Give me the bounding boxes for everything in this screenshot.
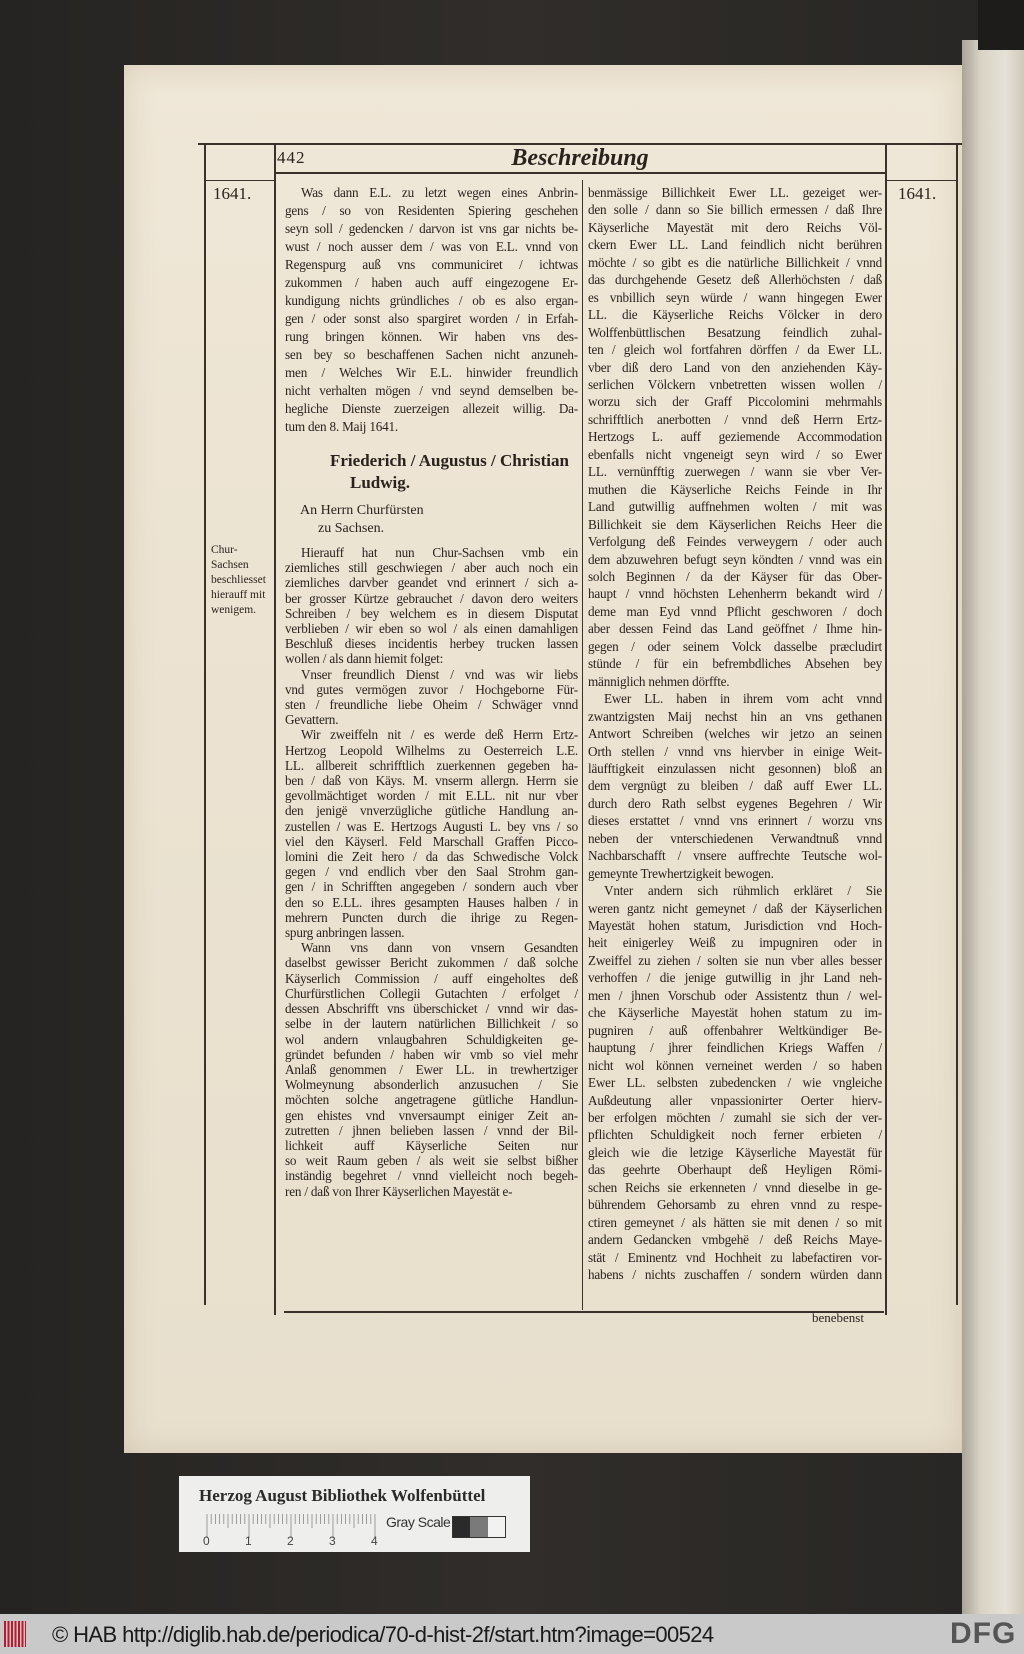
- signatories: [330, 450, 580, 494]
- left-column-line: hegliche Dienste zuerzeigen allezeit willig. Da-: [285, 401, 578, 416]
- hab-logo-icon: [4, 1621, 26, 1647]
- left-column-line: selbe in der lautern natürlichen Billichkeit / so: [285, 1016, 578, 1032]
- right-column-line: durch dero Rath selbst eygenes Begehren / Wir: [588, 795, 882, 811]
- right-column-line: das durchgehende Gesetz deß Allerhöchsten / daß: [588, 272, 882, 288]
- right-column-line: Käyserliche Mayestät mit dero Reichs Völ-: [588, 219, 882, 235]
- scanner-corner: [978, 0, 1024, 50]
- right-column-line: stünde / für ein befrembdliches Absehen bey: [588, 656, 882, 672]
- margin-note-line: hierauff mit: [211, 589, 266, 601]
- right-column-line: haupt / vnnd höchsten Lehenherrn bekandt wird /: [588, 586, 882, 602]
- gray-scale-swatches: [452, 1516, 506, 1538]
- address-line-2: zu Sachsen.: [318, 521, 385, 536]
- frame-left-outer: [204, 145, 206, 1305]
- right-column-line: Mayestät hohen statum, Jurisdiction vnd Hoch-: [588, 918, 882, 934]
- right-column-line: pugniren / auß offenbahrer Weltkündiger Be-: [588, 1022, 882, 1038]
- right-column-line: Wolffenbüttlischen Besatzung feindlich zuhal-: [588, 324, 882, 340]
- frame-left-inner: [274, 145, 276, 1315]
- right-column-line: Ewer LL. haben in ihrem vom acht vnnd: [604, 691, 882, 707]
- right-column-line: habens / nichts zuschaffen / sondern würden dann: [588, 1267, 882, 1283]
- right-column-line: weren gantz nicht gemeynet / daß der Käyserlichen: [588, 900, 882, 916]
- right-column-line: stät / Eminentz vnd Hochheit zu labefactiren vor-: [588, 1249, 882, 1265]
- right-column-line: heit einigerley Weiß zu impugniren oder in: [588, 935, 882, 951]
- address-line-1: An Herrn Churfürsten: [300, 503, 424, 518]
- right-column-line: Hertzogs L. auff geziemende Accommodation: [588, 429, 882, 445]
- left-column-line: gegen / vnd endlich vber den Saal Strohm gan-: [285, 864, 578, 880]
- right-column-line: nicht wol können verneinet werden / so haben: [588, 1057, 882, 1073]
- left-column-line: zutretten / jhnen belieben lassen / vnnd der Bil-: [285, 1122, 578, 1138]
- left-column-line: den jenigë vnverzügliche gütliche Handlung an-: [285, 803, 578, 819]
- gray-swatch: [488, 1517, 505, 1537]
- left-column-line: sen bey so beschaffenen Sachen nicht anzuneh-: [285, 347, 578, 362]
- left-column-line: Anlaß genommen / Ewer LL. in trewhertziger: [285, 1061, 578, 1077]
- left-column-line: kundigung nichts gründliches / ob es also ergan-: [285, 293, 578, 308]
- margin-note-line: wenigem.: [211, 604, 257, 616]
- right-column-line: solch Beginnen / da der Käyser für das Ober-: [588, 568, 882, 584]
- right-column-line: LL. die Käyserliche Reichs Völcker in dero: [588, 307, 882, 323]
- left-column-line: viel den Käyserl. Feld Marschall Graffen Picco-: [285, 833, 578, 849]
- address: [300, 502, 424, 538]
- margin-note: [211, 543, 266, 618]
- right-column-line: deme man Eyd vnnd Pflicht geschworen / doch: [588, 603, 882, 619]
- right-column-line: gleich wie die letzige Käyserliche Mayestät für: [588, 1144, 882, 1160]
- left-column-line: gen / in Schrifften angegeben / sondern auch vber: [285, 879, 578, 895]
- left-column-line: sten / freundliche liebe Oheim / Schwäger vnnd: [285, 697, 578, 713]
- right-column-line: benmässige Billichkeit Ewer LL. gezeiget wer-: [588, 185, 882, 200]
- right-column-line: es vnbillich seyn würde / wann hingegen Ewer: [588, 289, 882, 305]
- left-column-line: daselbst gewisser Bericht zukommen / daß solche: [285, 955, 578, 971]
- ruler-label: 4: [371, 1534, 378, 1548]
- right-column-line: muthen die Käyserliche Reichs Feinde in Ihr: [588, 481, 882, 497]
- right-column-line: schen Reichs sie erkenneten / vnnd dieselbe in ge-: [588, 1179, 882, 1195]
- right-column-line: den solle / dann so Sie billich ermessen / daß Ihre: [588, 202, 882, 218]
- right-column-line: dem abzuwehren befugt seyn köndten / vnnd was ein: [588, 551, 882, 567]
- right-column-line: pflichten Schuldigkeit noch ferner erbieten /: [588, 1127, 882, 1143]
- ruler-label: 2: [287, 1534, 294, 1548]
- footer-bar: [0, 1614, 1024, 1654]
- left-column-block-1: [285, 184, 578, 436]
- right-column-line: das geehrte Oberhaupt deß Heyligen Römi-: [588, 1162, 882, 1178]
- left-column-line: ziemliches still geschwiegen / aber auch noch ein: [285, 560, 578, 576]
- left-column-line: wol andern vnlaugbahren Schuldigkeiten ge-: [285, 1031, 578, 1047]
- right-column-line: gemeynte Trewhertzigkeit bewogen.: [588, 865, 774, 881]
- left-column-line: wollen / als dann hiemit folget:: [285, 651, 444, 667]
- right-column-line: Zweiffel zu ziehen / solten sie nun vber alles besser: [588, 952, 882, 968]
- right-column-line: neben der vnterschiedenen Verwandtnuß vnnd: [588, 830, 882, 846]
- right-column-line: Außdeutung aller vnpassionirter Oerter hierv-: [588, 1092, 882, 1108]
- left-column-line: gens / so von Residenten Spiering geschehen: [285, 203, 578, 218]
- right-column-line: hauptung / jhrer feindlichen Kriegs Waffen /: [588, 1040, 882, 1056]
- right-column-line: Ewer LL. selbsten zubedencken / wie vngleiche: [588, 1075, 882, 1091]
- right-column-line: möchte / so gibt es die natürliche Billichkeit / vnnd: [588, 254, 882, 270]
- ruler-label: 3: [329, 1534, 336, 1548]
- left-column-line: Beschluß dieses incidentis herbey trucken lassen: [285, 636, 578, 652]
- left-column-line: zustellen / was E. Hertzogs Augusti L. bey vns / so: [285, 818, 578, 834]
- right-column-line: serlichen Völckern vnbetretten wissen wollen /: [588, 376, 882, 392]
- ruler-label: 0: [203, 1534, 210, 1548]
- left-column-line: zukommen / haben auch auff eingezogene Er-: [285, 275, 578, 290]
- left-column-line: gen / oder sonst also spargiret worden / in Erfah-: [285, 311, 578, 326]
- margin-rule-left: [206, 180, 274, 181]
- signatories-line-1: Friederich / Augustus / Christian: [330, 451, 569, 470]
- right-column-line: Antwort Schreiben (welches wir jetzo an seinen: [588, 726, 882, 742]
- right-column-line: Orth stellen / vnnd vns hiervber in einige Weit-: [588, 743, 882, 759]
- left-column-line: dessen Abschrifft vns überschicket / vnnd wir das-: [285, 1001, 578, 1017]
- left-column-line: Gevattern.: [285, 712, 339, 728]
- right-column-line: LL. vernünfftig zuerwegen / wann sie vber Ver-: [588, 464, 882, 480]
- right-column-line: zwantzigsten Maij nechst hin an vns gethanen: [588, 708, 882, 724]
- left-column-line: Wolmeynung absonderlich anzusuchen / Sie: [285, 1077, 578, 1093]
- left-column-line: ziemliches darvber geandet vnd erinnert / sich a-: [285, 575, 578, 591]
- right-column-line: ebenfalls nicht vngeneigt seyn wird / so Ewer: [588, 446, 882, 462]
- left-column-line: gevollmächtiget worden / mit E.LL. nit nur vber: [285, 788, 578, 804]
- left-column-line: Vnser freundlich Dienst / vnd was wir liebs: [301, 666, 578, 682]
- right-column-line: Vnter andern sich rühmlich erkläret / Sie: [604, 883, 882, 899]
- frame-right-outer: [956, 145, 958, 1305]
- right-column-line: worzu sich der Graff Piccolomini mehrmahls: [588, 394, 882, 410]
- right-column-line: schrifftlich anerbotten / vnnd deß Herrn Ertz-: [588, 411, 882, 427]
- left-column-line: lichkeit auff Käyserliche Seiten nur: [285, 1137, 578, 1153]
- right-column-line: läufftigkeit einzulassen nicht gesonnen) bloß an: [588, 760, 882, 776]
- left-column-line: so weit Raum geben / als weit sie selbst bißher: [285, 1153, 578, 1169]
- left-column-line: Hierauff hat nun Chur-Sachsen vmb ein: [301, 545, 578, 560]
- next-page-edge: [962, 40, 1024, 1614]
- year-right: 1641.: [898, 184, 937, 203]
- right-column-line: aber dessen Feind das Land geöffnet / Ihme hin-: [588, 621, 882, 637]
- right-column-line: Billichkeit sie dem Käyserlichen Reichs Heer die: [588, 516, 882, 532]
- left-column-line: ren / daß von Ihrer Käyserlichen Mayestät e-: [285, 1183, 513, 1199]
- right-column-line: dieses erstattet / vnnd vns erinnert / worzu vns: [588, 813, 882, 829]
- copyright-link[interactable]: © HAB http://diglib.hab.de/periodica/70-d-hist-2f/start.htm?image=00524: [52, 1622, 714, 1647]
- right-column-line: che Käyserliche Mayestät hohen statum zu im-: [588, 1005, 882, 1021]
- left-column-line: den so E.LL. ihres gesampten Hauses halben / in: [285, 894, 578, 910]
- frame-bottom-rule: [284, 1311, 884, 1313]
- catchword: benebenst: [812, 1310, 864, 1325]
- right-column-line: Verfolgung deß Feindes verweygern / oder auch: [588, 534, 882, 550]
- frame-right-inner: [885, 145, 887, 1315]
- left-column-line: nicht verhalten mögen / vnd seynd demselben be-: [285, 383, 578, 398]
- left-column-line: wust / noch ausser dem / was von E.L. vnnd von: [285, 239, 578, 254]
- gray-swatch: [470, 1517, 487, 1537]
- right-column-line: Nachbarschafft / vnsere auffrechte Teutsche wol-: [588, 848, 882, 864]
- right-column-line: ctiren gemeynet / als hätten sie mit denen / so mit: [588, 1214, 882, 1230]
- left-column-line: seyn soll / gedencken / darvon ist vns gar nichts be-: [285, 221, 578, 236]
- ruler-label: 1: [245, 1534, 252, 1548]
- left-column-line: Schreiben / bey welchem es in diesem Disputat: [285, 605, 578, 621]
- left-column-line: Regenspurg auß vns communiciret / ichtwas: [285, 257, 578, 272]
- right-column-line: ber erfolgen möchten / zumahl sie sich der ver-: [588, 1110, 882, 1126]
- left-column-line: tum den 8. Maij 1641.: [285, 419, 399, 434]
- margin-note-line: Sachsen: [211, 559, 249, 571]
- right-column-line: andern Gedancken vmbgehë / deß Reichs Maye-: [588, 1232, 882, 1248]
- left-column-line: Käyserlich Commission / auff eingeholtes deß: [285, 970, 578, 986]
- right-column-line: bührendem Gehorsamb zu ehren vnnd zu respe-: [588, 1197, 882, 1213]
- left-column-line: möchten solche angetragene gütliche Handlun-: [285, 1092, 578, 1108]
- page-number: 442: [277, 148, 306, 167]
- left-column-line: Churfürstlichen Collegii Gutachten / erfolget /: [285, 985, 578, 1001]
- left-column-line: LL. allbereit schrifftlich zuerkennen gegeben ha-: [285, 757, 578, 773]
- right-column: [588, 184, 882, 1284]
- right-column-line: gegen / oder seinem Volck dasselbe præcludirt: [588, 638, 882, 654]
- right-column-line: Land gutwillig auffnehmen wolten / mit was: [588, 499, 882, 515]
- left-column-line: ben / daß von Käys. M. vnserm allergn. Herrn sie: [285, 773, 578, 789]
- library-label: [179, 1476, 530, 1552]
- left-column-line: verblieben / wir eben so wol / als einen damahligen: [285, 621, 578, 637]
- left-column-line: Hertzog Leopold Wilhelms zu Oesterreich L.E.: [285, 742, 578, 758]
- left-column-line: Was dann E.L. zu letzt wegen eines Anbrin-: [301, 185, 578, 200]
- margin-note-line: Chur-: [211, 544, 238, 556]
- left-column-block-2: [285, 545, 578, 1199]
- institution-name: Herzog August Bibliothek Wolfenbüttel: [199, 1486, 486, 1505]
- right-column-line: ten / gleich wol fortfahren dörffen / da Ewer LL.: [588, 342, 882, 358]
- right-column-line: dem vergnügt zu bleiben / daß auff Ewer LL.: [588, 778, 882, 794]
- year-left: 1641.: [213, 184, 252, 203]
- right-column-line: verhoffen / die jenige gutwillig in jhr Land neh-: [588, 970, 882, 986]
- left-column-line: lomini die Zeit hero / da das Schwedische Volck: [285, 849, 578, 865]
- left-column-line: men / Welches Wir E.L. hinwider freundlich: [285, 365, 578, 380]
- gray-swatch: [453, 1517, 470, 1537]
- right-column-line: vber diß dero Land von den anziehenden Käy-: [588, 359, 882, 375]
- left-column-line: Wann vns dann von vnsern Gesandten: [301, 940, 578, 956]
- left-column-line: mehrern Puncten durch die ihrige zu Regen-: [285, 909, 578, 925]
- signatories-line-2: Ludwig.: [350, 473, 410, 492]
- left-column-line: rung bringen können. Wir haben vns des-: [285, 329, 578, 344]
- left-column-line: gen ehistes vnd vnversaumpt einiger Zeit an-: [285, 1107, 578, 1123]
- left-column-line: Wir zweiffeln nit / es werde deß Herrn Ertz-: [301, 727, 578, 743]
- left-column-line: gründet befunden / haben wir vmb so viel mehr: [285, 1046, 578, 1062]
- right-column-line: men / jhnen Vorschub oder Assistentz thun / wel-: [588, 987, 882, 1003]
- left-column-line: spurg anbringen lassen.: [285, 925, 405, 941]
- left-column-line: inständig begehret / vnnd vielleicht noch begeh-: [285, 1168, 578, 1184]
- left-column-line: ber grosser Kürtze gebrauchet / davon dero weiters: [285, 590, 578, 606]
- header-bottom-rule: [274, 172, 886, 174]
- margin-note-line: beschliesset: [211, 574, 266, 586]
- gray-scale-label: Gray Scale: [386, 1514, 451, 1530]
- running-title: Beschreibung: [511, 145, 649, 171]
- right-column-line: ckern Ewer LL. Land feindlich nicht berühren: [588, 237, 882, 253]
- left-column-line: vnd gutes vermögen zuvor / Hochgeborne Für-: [285, 681, 578, 697]
- dfg-logo: DFG: [950, 1617, 1017, 1650]
- right-column-line: männiglich nehmen dörffte.: [588, 673, 730, 689]
- margin-rule-right: [887, 180, 957, 181]
- column-divider: [582, 180, 583, 1310]
